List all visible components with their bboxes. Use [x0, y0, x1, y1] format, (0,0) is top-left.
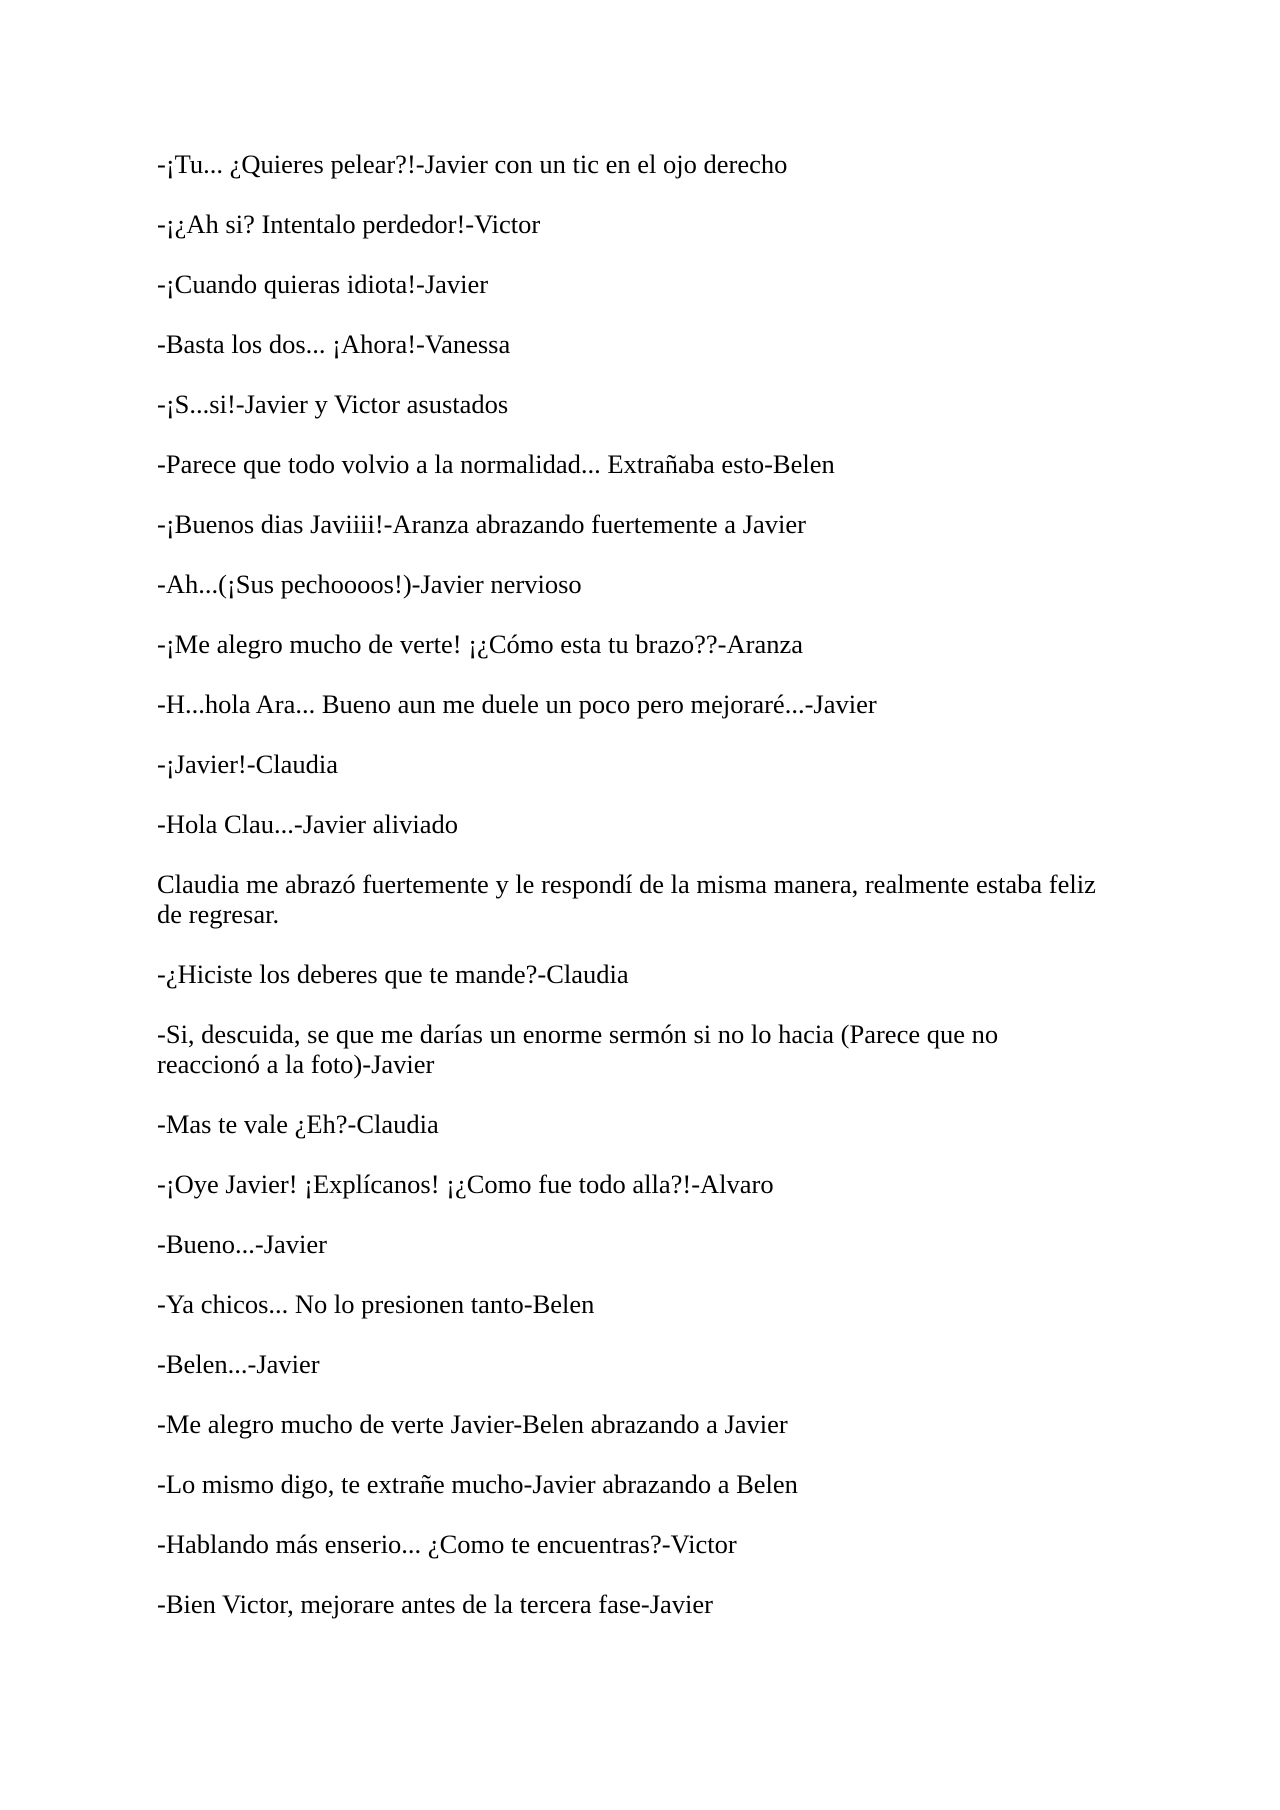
text-line: -Basta los dos... ¡Ahora!-Vanessa — [157, 329, 511, 359]
paragraph — [157, 1409, 1160, 1439]
paragraph — [157, 1229, 1160, 1259]
paragraph — [157, 1019, 1160, 1079]
paragraph — [157, 149, 1160, 179]
text-line: -Lo mismo digo, te extrañe mucho-Javier abrazando a Belen — [157, 1469, 798, 1499]
paragraph — [157, 1349, 1160, 1379]
text-line: -¡Tu... ¿Quieres pelear?!-Javier con un tic en el ojo derecho — [157, 149, 788, 179]
paragraph — [157, 1529, 1160, 1559]
text-line: -¿Hiciste los deberes que te mande?-Claudia — [157, 959, 629, 989]
paragraph — [157, 209, 1160, 239]
text-line: -H...hola Ara... Bueno aun me duele un poco pero mejoraré...-Javier — [157, 689, 877, 719]
text-line: -¡Javier!-Claudia — [157, 749, 338, 779]
paragraph — [157, 329, 1160, 359]
paragraph — [157, 1109, 1160, 1139]
text-line: de regresar. — [157, 899, 280, 929]
text-line: -¡Cuando quieras idiota!-Javier — [157, 269, 489, 299]
text-line: reaccionó a la foto)-Javier — [157, 1049, 435, 1079]
paragraph — [157, 749, 1160, 779]
text-line: -¡Oye Javier! ¡Explícanos! ¡¿Como fue todo alla?!-Alvaro — [157, 1169, 774, 1199]
paragraph — [157, 959, 1160, 989]
text-line: -Hola Clau...-Javier aliviado — [157, 809, 458, 839]
text-line: -Belen...-Javier — [157, 1349, 320, 1379]
text-line: -Bueno...-Javier — [157, 1229, 327, 1259]
text-line: -Hablando más enserio... ¿Como te encuentras?-Victor — [157, 1529, 737, 1559]
paragraph — [157, 269, 1160, 299]
text-line: -Me alegro mucho de verte Javier-Belen abrazando a Javier — [157, 1409, 788, 1439]
paragraph — [157, 689, 1160, 719]
text-line: -Parece que todo volvio a la normalidad... Extrañaba esto-Belen — [157, 449, 835, 479]
text-line: -¡Me alegro mucho de verte! ¡¿Cómo esta tu brazo??-Aranza — [157, 629, 803, 659]
paragraph — [157, 1589, 1160, 1619]
text-line: -¡¿Ah si? Intentalo perdedor!-Victor — [157, 209, 541, 239]
paragraph — [157, 449, 1160, 479]
paragraph — [157, 569, 1160, 599]
paragraph — [157, 509, 1160, 539]
paragraph — [157, 1289, 1160, 1319]
text-line: Claudia me abrazó fuertemente y le respondí de la misma manera, realmente estaba feliz — [157, 869, 1096, 899]
text-line: -¡Buenos dias Javiiii!-Aranza abrazando fuertemente a Javier — [157, 509, 806, 539]
text-line: -Ah...(¡Sus pechoooos!)-Javier nervioso — [157, 569, 582, 599]
paragraph — [157, 809, 1160, 839]
text-line: -Bien Victor, mejorare antes de la tercera fase-Javier — [157, 1589, 714, 1619]
paragraph — [157, 1469, 1160, 1499]
text-line: -Ya chicos... No lo presionen tanto-Belen — [157, 1289, 595, 1319]
paragraph — [157, 629, 1160, 659]
text-line: -¡S...si!-Javier y Victor asustados — [157, 389, 509, 419]
text-line: -Si, descuida, se que me darías un enorme sermón si no lo hacia (Parece que no — [157, 1019, 999, 1049]
paragraph — [157, 389, 1160, 419]
paragraph — [157, 1169, 1160, 1199]
text-line: -Mas te vale ¿Eh?-Claudia — [157, 1109, 439, 1139]
paragraph — [157, 869, 1160, 929]
